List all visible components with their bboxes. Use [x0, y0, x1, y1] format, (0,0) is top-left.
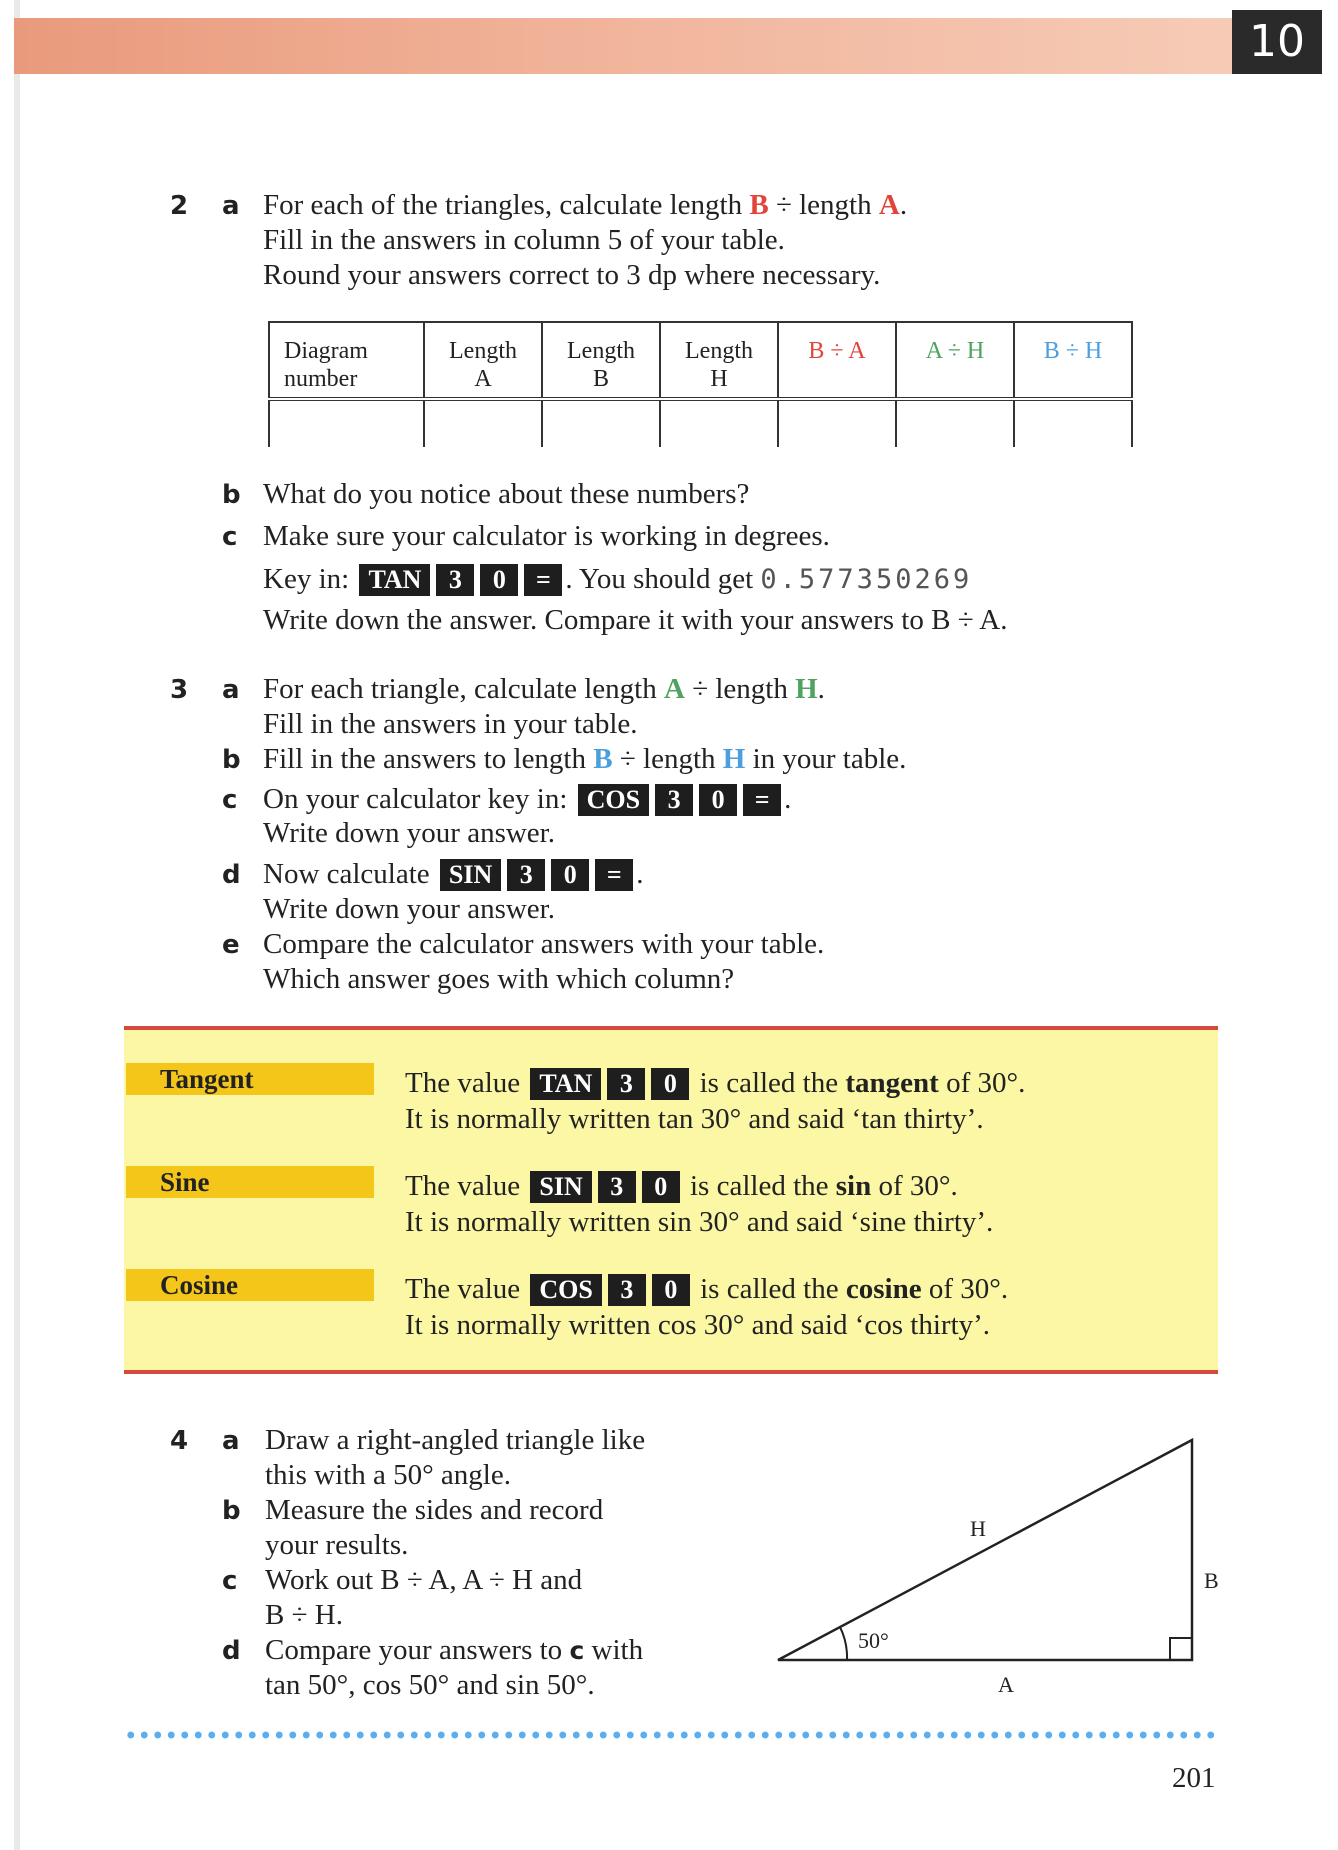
angle-label: 50°	[858, 1628, 889, 1653]
col-b-div-a: B ÷ A	[778, 322, 896, 399]
q4d-line-1: Compare your answers to c with	[265, 1634, 644, 1666]
q4-part-d-label: d	[222, 1636, 241, 1666]
q4-part-a-label: a	[222, 1426, 240, 1456]
key-3: 3	[655, 784, 693, 816]
q2a-line-1: For each of the triangles, calculate length B ÷ length A.	[263, 189, 908, 221]
tangent-definition: The value TAN 3 0 is called the tangent of 30°.	[405, 1067, 1026, 1099]
q4d-line-2: tan 50°, cos 50° and sin 50°.	[265, 1669, 595, 1701]
q3b-text: Fill in the answers to length B ÷ length H in your table.	[263, 743, 907, 775]
q4b-line-1: Measure the sides and record	[265, 1494, 604, 1526]
sin-key: SIN	[440, 859, 501, 891]
col-length-a: Length A	[424, 322, 542, 399]
q3d-key-line: Now calculate SIN 3 0 = .	[263, 858, 644, 890]
col-diagram-number: Diagram number	[269, 322, 424, 399]
q2-part-c-label: c	[222, 522, 238, 552]
sine-definition: The value SIN 3 0 is called the sin of 30°.	[405, 1170, 958, 1202]
header-band	[14, 18, 1232, 74]
q3d-line-2: Write down your answer.	[263, 893, 555, 925]
tan-key: TAN	[359, 564, 430, 596]
q4-part-c-label: c	[222, 1566, 238, 1596]
equals-key: =	[524, 564, 562, 596]
q2c-line-3: Write down the answer. Compare it with your answers to B ÷ A.	[263, 604, 1008, 636]
equals-key: =	[595, 859, 633, 891]
cosine-definition: The value COS 3 0 is called the cosine of 30°.	[405, 1273, 1009, 1305]
q3-part-c-label: c	[222, 785, 238, 815]
question-3-number: 3	[170, 675, 189, 705]
adjacent-label: A	[998, 1672, 1014, 1697]
q2a-line-2: Fill in the answers in column 5 of your table.	[263, 224, 785, 256]
col-length-b: Length B	[542, 322, 660, 399]
chapter-number: 10	[1232, 10, 1322, 74]
angle-arc	[840, 1627, 847, 1660]
q3c-key-line: On your calculator key in: COS 3 0 = .	[263, 783, 792, 815]
calculator-display: 0.577350269	[760, 564, 973, 595]
key-0: 0	[651, 1068, 689, 1100]
key-0: 0	[652, 1274, 690, 1306]
cosine-tag: Cosine	[126, 1269, 374, 1301]
key-0: 0	[551, 859, 589, 891]
q4c-line-2: B ÷ H.	[265, 1599, 343, 1631]
page-number: 201	[1172, 1762, 1216, 1794]
q2c-key-line: Key in: TAN 3 0 = . You should get 0.577350269	[263, 563, 973, 595]
key-0: 0	[480, 564, 518, 596]
q3a-line-1: For each triangle, calculate length A ÷ length H.	[263, 673, 825, 705]
question-4-number: 4	[170, 1426, 189, 1456]
tan-key: TAN	[530, 1068, 601, 1100]
key-3: 3	[436, 564, 474, 596]
hypotenuse-label: H	[970, 1516, 986, 1541]
q3a-line-2: Fill in the answers in your table.	[263, 708, 638, 740]
q3-part-d-label: d	[222, 860, 241, 890]
q3c-line-2: Write down your answer.	[263, 817, 555, 849]
key-0: 0	[699, 784, 737, 816]
q3-part-a-label: a	[222, 675, 240, 705]
dotted-divider	[124, 1730, 1218, 1740]
tangent-tag: Tangent	[126, 1063, 374, 1095]
q4-part-b-label: b	[222, 1496, 241, 1526]
q3-part-b-label: b	[222, 745, 241, 775]
q4c-line-1: Work out B ÷ A, A ÷ H and	[265, 1564, 583, 1596]
q3e-line-1: Compare the calculator answers with your table.	[263, 928, 825, 960]
q4a-line-2: this with a 50° angle.	[265, 1459, 511, 1491]
cos-key: COS	[530, 1274, 601, 1306]
q3e-line-2: Which answer goes with which column?	[263, 963, 735, 995]
sin-key: SIN	[530, 1171, 591, 1203]
q2-part-a-label: a	[222, 191, 240, 221]
q2a-line-3: Round your answers correct to 3 dp where necessary.	[263, 259, 881, 291]
equals-key: =	[743, 784, 781, 816]
key-3: 3	[507, 859, 545, 891]
key-3: 3	[608, 1274, 646, 1306]
tangent-note: It is normally written tan 30° and said ‘tan thirty’.	[405, 1103, 984, 1135]
key-3: 3	[598, 1171, 636, 1203]
q2b-text: What do you notice about these numbers?	[263, 478, 750, 510]
opposite-label: B	[1204, 1568, 1219, 1593]
key-3: 3	[607, 1068, 645, 1100]
q2-part-b-label: b	[222, 480, 241, 510]
q2c-line-1: Make sure your calculator is working in degrees.	[263, 520, 830, 552]
col-b-div-h: B ÷ H	[1014, 322, 1132, 399]
q4b-line-2: your results.	[265, 1529, 409, 1561]
col-a-div-h: A ÷ H	[896, 322, 1014, 399]
sine-note: It is normally written sin 30° and said ‘sine thirty’.	[405, 1206, 994, 1238]
cosine-note: It is normally written cos 30° and said ‘cos thirty’.	[405, 1309, 991, 1341]
right-triangle-diagram	[760, 1420, 1220, 1710]
question-2-number: 2	[170, 191, 189, 221]
results-table	[268, 321, 1133, 447]
q3-part-e-label: e	[222, 930, 240, 960]
right-angle-marker	[1170, 1638, 1192, 1660]
col-length-h: Length H	[660, 322, 778, 399]
cos-key: COS	[578, 784, 649, 816]
table-row	[269, 399, 1132, 447]
sine-tag: Sine	[126, 1166, 374, 1198]
q4a-line-1: Draw a right-angled triangle like	[265, 1424, 646, 1456]
key-0: 0	[642, 1171, 680, 1203]
page-edge	[14, 0, 20, 1850]
